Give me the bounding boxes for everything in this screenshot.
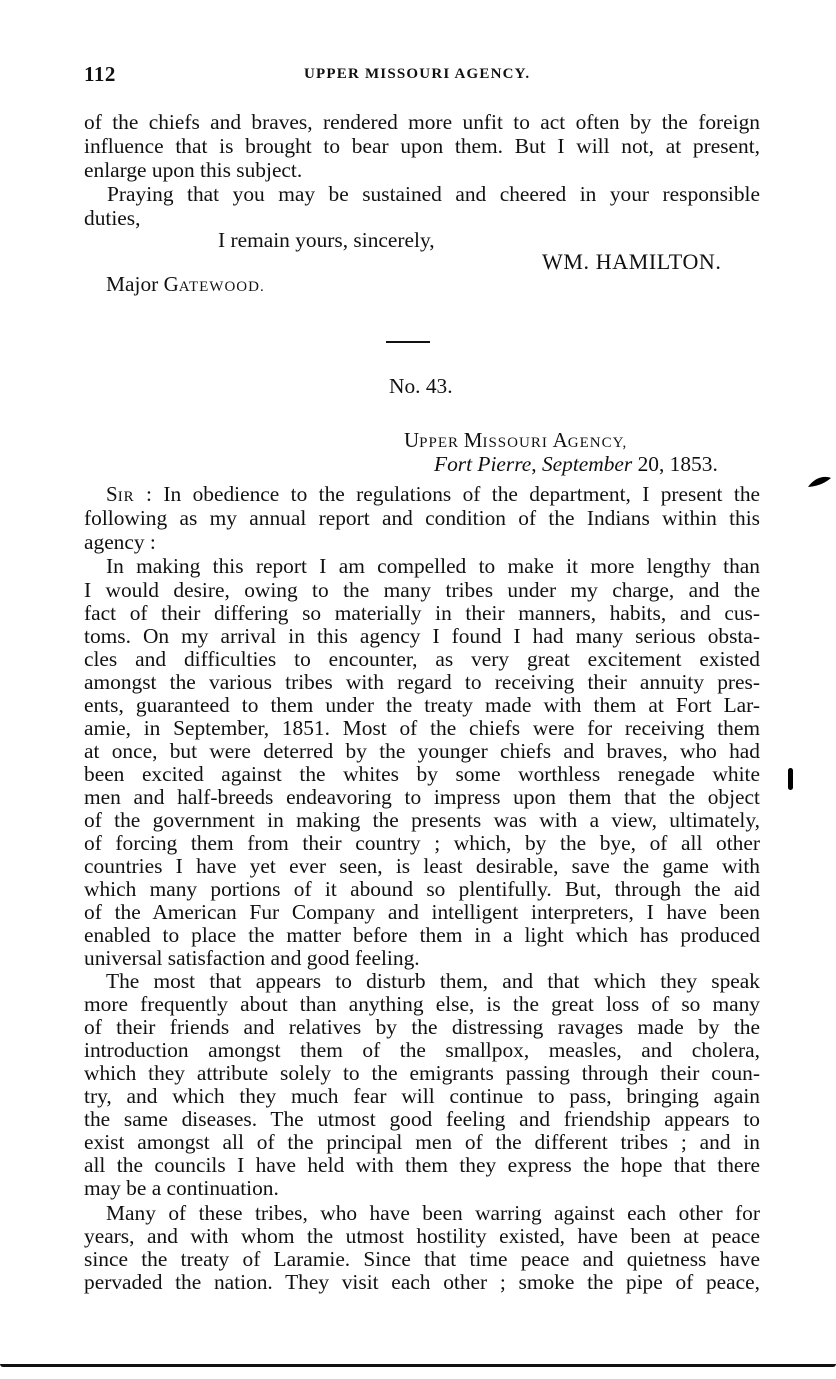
body-line: years, and with whom the utmost hostility existed, have been at peace	[84, 1224, 760, 1248]
body-line: universal satisfaction and good feeling.	[84, 946, 420, 970]
salutation-line: SIR : In obedience to the regulations of the department, I present the	[106, 482, 761, 506]
agency-heading	[404, 428, 627, 455]
body-line: of the chiefs and braves, rendered more unfit to act often by the foreign	[84, 110, 760, 134]
body-line: influence that is brought to bear upon them. But I will not, at present,	[84, 134, 760, 158]
section-rule	[386, 341, 430, 343]
body-line: been excited against the whites by some worthless renegade white	[84, 762, 760, 786]
body-line: of forcing them from their country ; which, by the bye, of all other	[84, 831, 760, 855]
dateline-place: Fort Pierre	[434, 452, 532, 476]
body-line: may be a continuation.	[84, 1176, 279, 1200]
body-line: try, and which they much fear will continue to pass, bringing again	[84, 1084, 760, 1108]
body-line: countries I have yet ever seen, is least desirable, save the game with	[84, 854, 760, 878]
dateline-month: September	[541, 452, 633, 476]
body-line: of their friends and relatives by the distressing ravages made by the	[84, 1015, 760, 1039]
body-line: which many portions of it abound so plentifully. But, through the aid	[84, 877, 760, 901]
page-number: 112	[84, 62, 116, 86]
body-line: Praying that you may be sustained and cheered in your responsible	[107, 182, 760, 206]
body-line: toms. On my arrival in this agency I found I had many serious obsta-	[84, 624, 760, 648]
body-line: amie, in September, 1851. Most of the chiefs were for receiving them	[84, 716, 760, 740]
body-line: I would desire, owing to the many tribes under my charge, and the	[84, 578, 760, 602]
agency-word-agency: GENCY,	[567, 435, 628, 451]
body-line: enabled to place the matter before them in a light which has produced	[84, 923, 760, 947]
ink-blot-mark	[806, 474, 832, 492]
body-line: at once, but were deterred by the younger chiefs and braves, who had	[84, 739, 760, 763]
addressee-prefix: Major	[106, 272, 164, 296]
dateline-day-year: 20, 1853.	[632, 452, 718, 476]
addressee-initial: G	[163, 272, 179, 296]
valediction: I remain yours, sincerely,	[218, 228, 435, 252]
body-line: duties,	[84, 206, 141, 230]
agency-initial-u: U	[404, 428, 420, 452]
body-line: fact of their differing so materially in their manners, habits, and cus-	[84, 601, 760, 625]
body-line: of the American Fur Company and intelligent interpreters, I have been	[84, 900, 760, 924]
body-line: which they attribute solely to the emigrants passing through their coun-	[84, 1061, 760, 1085]
agency-initial-a: A	[552, 428, 568, 452]
signature: WM. HAMILTON.	[542, 249, 722, 274]
addressee	[106, 272, 265, 299]
body-line: agency :	[84, 530, 156, 554]
body-line: men and half-breeds endeavoring to impress upon them that the object	[84, 785, 760, 809]
body-line: exist amongst all of the principal men of the different tribes ; and in	[84, 1130, 760, 1154]
agency-word-upper: PPER	[419, 435, 464, 451]
body-line: following as my annual report and condition of the Indians within this	[84, 506, 760, 530]
addressee-rest: ATEWOOD.	[178, 279, 265, 295]
body-line: Many of these tribes, who have been warring against each other for	[106, 1201, 760, 1225]
body-line: ents, guaranteed to them under the treaty made with them at Fort Lar-	[84, 693, 760, 717]
dateline: Fort Pierre, September 20, 1853.	[434, 452, 718, 476]
ink-stroke-mark	[788, 768, 793, 790]
running-title: UPPER MISSOURI AGENCY.	[304, 66, 531, 82]
body-line: cles and difficulties to encounter, as very great excitement existed	[84, 647, 760, 671]
body-line: the same diseases. The utmost good feeling and friendship appears to	[84, 1107, 760, 1131]
body-line: introduction amongst them of the smallpox, measles, and cholera,	[84, 1038, 760, 1062]
body-line: pervaded the nation. They visit each other ; smoke the pipe of peace,	[84, 1270, 760, 1294]
document-number: No. 43.	[389, 374, 453, 398]
page-bottom-edge	[0, 1362, 836, 1379]
body-line: enlarge upon this subject.	[84, 158, 303, 182]
body-line: more frequently about than anything else, is the great loss of so many	[84, 992, 760, 1016]
agency-initial-m: M	[463, 428, 483, 452]
body-line: In making this report I am compelled to make it more lengthy than	[106, 554, 760, 578]
body-line: amongst the various tribes with regard to receiving their annuity pres-	[84, 670, 760, 694]
salutation-rest: IR	[117, 489, 135, 505]
body-line: since the treaty of Laramie. Since that time peace and quietness have	[84, 1247, 760, 1271]
agency-word-missouri: ISSOURI	[482, 435, 553, 451]
body-line: In obedience to the regulations of the department, I present the	[163, 482, 761, 506]
body-line: of the government in making the presents was with a view, ultimately,	[84, 808, 760, 832]
salutation-initial: S	[106, 482, 118, 506]
body-line: all the councils I have held with them they express the hope that there	[84, 1153, 760, 1177]
body-line: The most that appears to disturb them, and that which they speak	[106, 969, 760, 993]
